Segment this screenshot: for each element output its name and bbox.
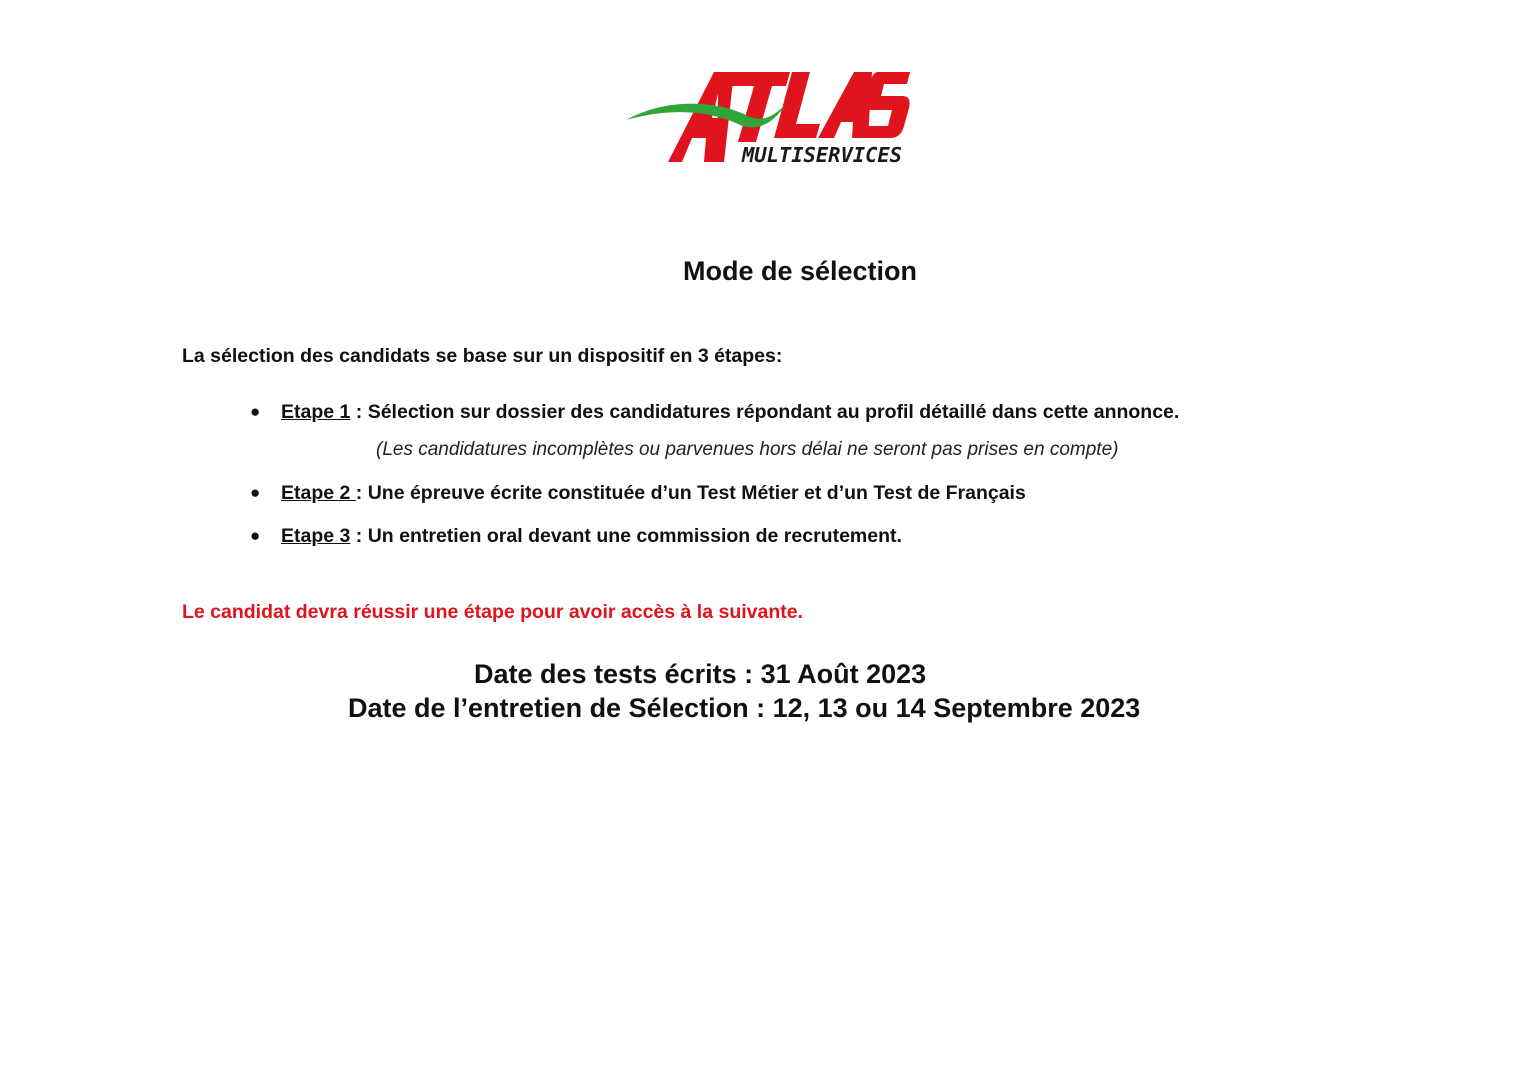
step-text: : Une épreuve écrite constituée d’un Test Métier et d’un Test de Français (355, 482, 1026, 504)
step-label: Etape 3 (281, 525, 351, 547)
interview-date: Date de l’entretien de Sélection : 12, 13 ou 14 Septembre 2023 (348, 693, 1141, 723)
step-text: : Sélection sur dossier des candidatures répondant au profil détaillé dans cette annonce. (350, 401, 1180, 423)
step-label: Etape 2 (281, 482, 356, 504)
intro-text: La sélection des candidats se base sur un dispositif en 3 étapes: (182, 345, 783, 367)
eligibility-rule: Le candidat devra réussir une étape pour avoir accès à la suivante. (182, 601, 804, 623)
bullet-icon: ● (250, 526, 261, 545)
step-text: : Un entretien oral devant une commission de recrutement. (350, 525, 902, 547)
list-item (250, 525, 902, 548)
list-item (250, 482, 1026, 505)
logo-tagline: MULTISERVICES (740, 143, 902, 167)
page-title: Mode de sélection (682, 256, 918, 286)
bullet-icon: ● (250, 402, 261, 421)
list-item (250, 401, 1179, 424)
written-tests-date: Date des tests écrits : 31 Août 2023 (474, 659, 927, 689)
bullet-icon: ● (250, 483, 261, 502)
atlas-multiservices-logo (622, 66, 918, 170)
step-label: Etape 1 (281, 401, 351, 423)
step-1-note: (Les candidatures incomplètes ou parvenues hors délai ne seront pas prises en compte) (376, 439, 1119, 460)
